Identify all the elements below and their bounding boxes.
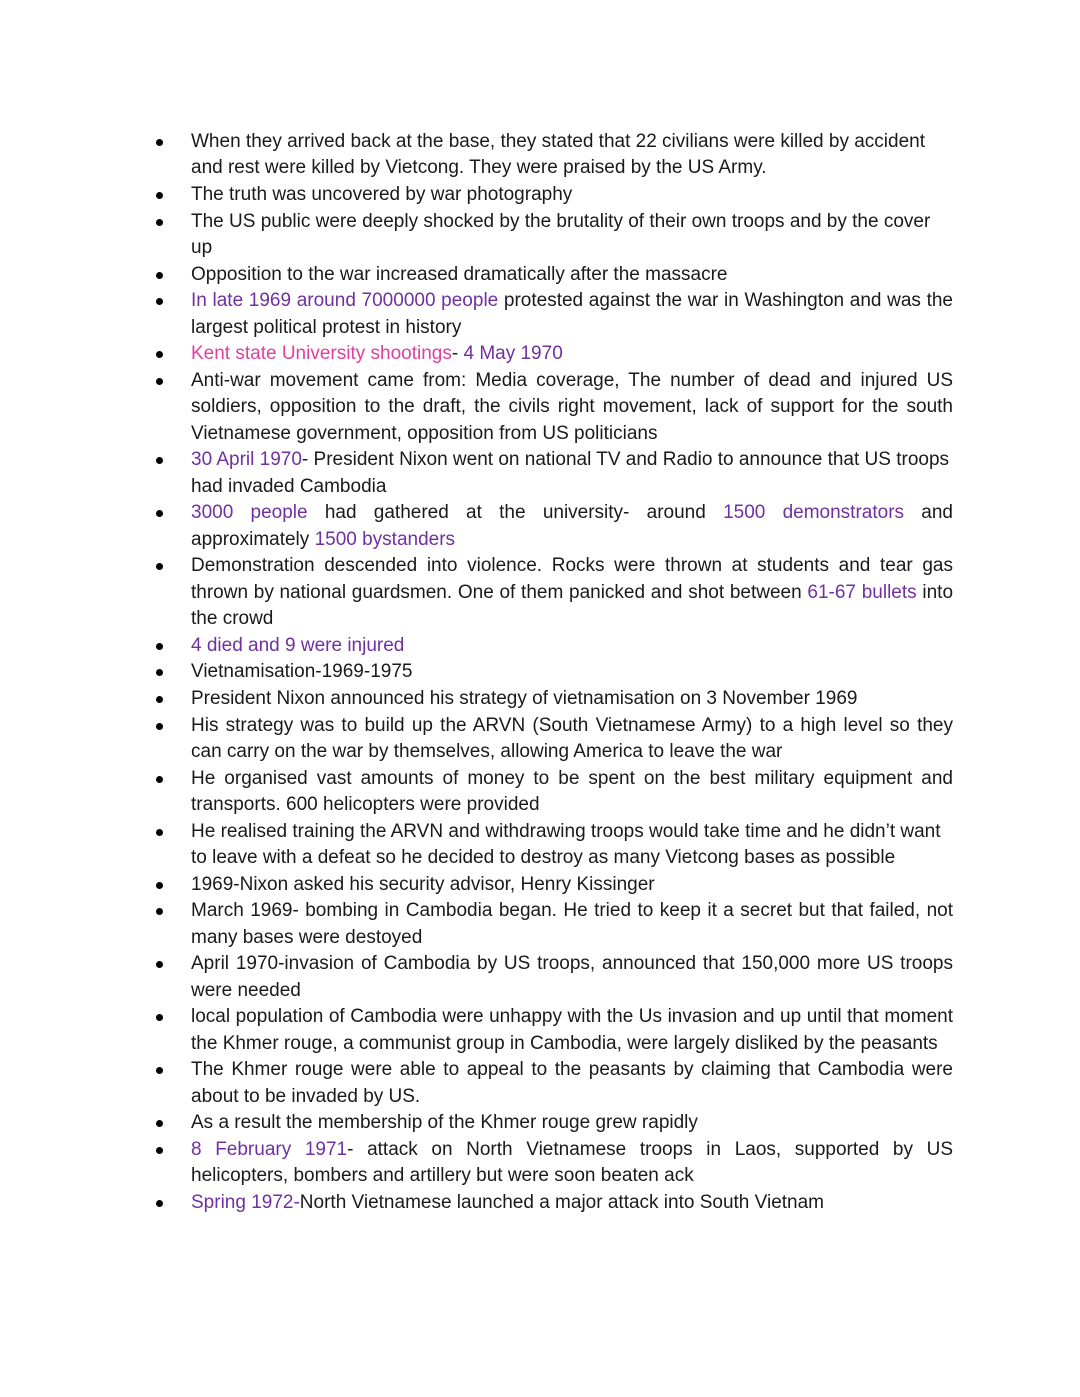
item-text: He realised training the ARVN and withdrawing troops would take time and he didn’t want to leave with a defeat so he decided to destroy as many Vietcong bases as possible (191, 820, 941, 868)
item-text: - attack on North Vietnamese troops in Laos, supported by US helicopters, bombers and artillery but were soon beaten ack (191, 1138, 954, 1187)
list-item (191, 262, 953, 288)
list-item (191, 447, 953, 500)
item-text: 1969-Nixon asked his security advisor, Henry Kissinger (191, 873, 655, 895)
bullet-icon (156, 1147, 163, 1154)
item-text: President Nixon announced his strategy of vietnamisation on 3 November 1969 (191, 687, 858, 709)
item-text: protested against the war in Washington and was the largest political protest in history (191, 290, 954, 338)
bullet-icon (156, 192, 163, 199)
bullet-icon (156, 378, 163, 385)
item-text: Vietnamisation-1969-1975 (191, 661, 413, 683)
bullet-icon (156, 457, 163, 464)
list-item (191, 209, 953, 262)
bullet-icon (156, 563, 163, 570)
item-text: Opposition to the war increased dramatically after the massacre (191, 263, 728, 285)
list-item (191, 288, 953, 341)
item-text: Anti-war movement came from: Media coverage, The number of dead and injured US soldiers, opposition to the draft, the civils right movement, lack of support for the south Vietnamese government, opposition from US politicians (191, 370, 953, 444)
bullet-icon (156, 139, 163, 146)
item-text: March 1969- bombing in Cambodia began. He tried to keep it a secret but that failed, not many bases were destoyed (191, 900, 953, 948)
highlighted-text: 8 February 1971 (191, 1138, 348, 1160)
item-text: North Vietnamese launched a major attack into South Vietnam (299, 1191, 825, 1213)
list-item (191, 713, 953, 766)
list-item (191, 341, 953, 367)
item-text: had gathered at the university- around (307, 502, 724, 524)
item-text: - (451, 343, 464, 365)
bullet-icon (156, 776, 163, 783)
bullet-icon (156, 1067, 163, 1074)
list-item (191, 633, 953, 659)
bullet-list (191, 129, 953, 1217)
item-text: Demonstration descended into violence. Rocks were thrown at students and tear gas thrown by national guardsmen. One of them panicked and shot between (191, 555, 953, 603)
highlighted-text: 4 died and 9 were injured (191, 634, 405, 656)
list-item (191, 1004, 953, 1057)
item-text: When they arrived back at the base, they stated that 22 civilians were killed by accident and rest were killed by Vietcong. They were praised by the US Army. (191, 131, 926, 179)
bullet-icon (156, 829, 163, 836)
list-item (191, 898, 953, 951)
item-text: He organised vast amounts of money to be spent on the best military equipment and transports. 600 helicopters were provided (191, 767, 953, 815)
bullet-icon (156, 219, 163, 226)
bullet-icon (156, 1200, 163, 1207)
list-item (191, 872, 953, 898)
bullet-icon (156, 723, 163, 730)
item-text: and approximately (191, 502, 953, 550)
bullet-icon (156, 510, 163, 517)
list-item (191, 553, 953, 632)
list-item (191, 1137, 953, 1190)
list-item (191, 951, 953, 1004)
bullet-icon (156, 908, 163, 915)
bullet-icon (156, 961, 163, 968)
bullet-icon (156, 643, 163, 650)
bullet-icon (156, 669, 163, 676)
bullet-icon (156, 272, 163, 279)
item-text: into the crowd (191, 581, 954, 629)
bullet-icon (156, 298, 163, 305)
list-item (191, 368, 953, 447)
highlighted-text: 3000 people (191, 502, 308, 524)
list-item (191, 659, 953, 685)
highlighted-text: 1500 bystanders (314, 528, 456, 550)
item-text: The US public were deeply shocked by the brutality of their own troops and by the cover up (191, 210, 931, 258)
highlighted-text: Spring 1972- (191, 1191, 300, 1213)
highlighted-text: In late 1969 around 7000000 people (191, 290, 499, 312)
item-text: The truth was uncovered by war photography (191, 183, 573, 205)
item-text: April 1970-invasion of Cambodia by US troops, announced that 150,000 more US troops were needed (191, 953, 953, 1001)
highlighted-text: Kent state University shootings (191, 343, 452, 365)
item-text: As a result the membership of the Khmer rouge grew rapidly (191, 1112, 698, 1134)
item-text: local population of Cambodia were unhappy with the Us invasion and up until that moment the Khmer rouge, a communist group in Cambodia, were largely disliked by the peasants (191, 1006, 953, 1054)
bullet-icon (156, 696, 163, 703)
item-text: His strategy was to build up the ARVN (South Vietnamese Army) to a high level so they can carry on the war by themselves, allowing America to leave the war (191, 714, 953, 762)
list-item (191, 819, 953, 872)
list-item (191, 686, 953, 712)
item-text: The Khmer rouge were able to appeal to the peasants by claiming that Cambodia were about to be invaded by US. (191, 1059, 953, 1107)
highlighted-text: 61-67 bullets (807, 581, 917, 603)
list-item (191, 766, 953, 819)
list-item (191, 1057, 953, 1110)
highlighted-text: 4 May 1970 (463, 343, 563, 365)
list-item (191, 500, 953, 553)
list-item (191, 129, 953, 182)
highlighted-text: 1500 demonstrators (723, 502, 905, 524)
item-text: - President Nixon went on national TV and Radio to announce that US troops had invaded Cambodia (191, 449, 950, 497)
list-item (191, 1110, 953, 1136)
list-item (191, 1190, 953, 1216)
bullet-icon (156, 351, 163, 358)
list-item (191, 182, 953, 208)
bullet-icon (156, 882, 163, 889)
highlighted-text: 30 April 1970 (191, 449, 302, 471)
bullet-icon (156, 1120, 163, 1127)
bullet-icon (156, 1014, 163, 1021)
